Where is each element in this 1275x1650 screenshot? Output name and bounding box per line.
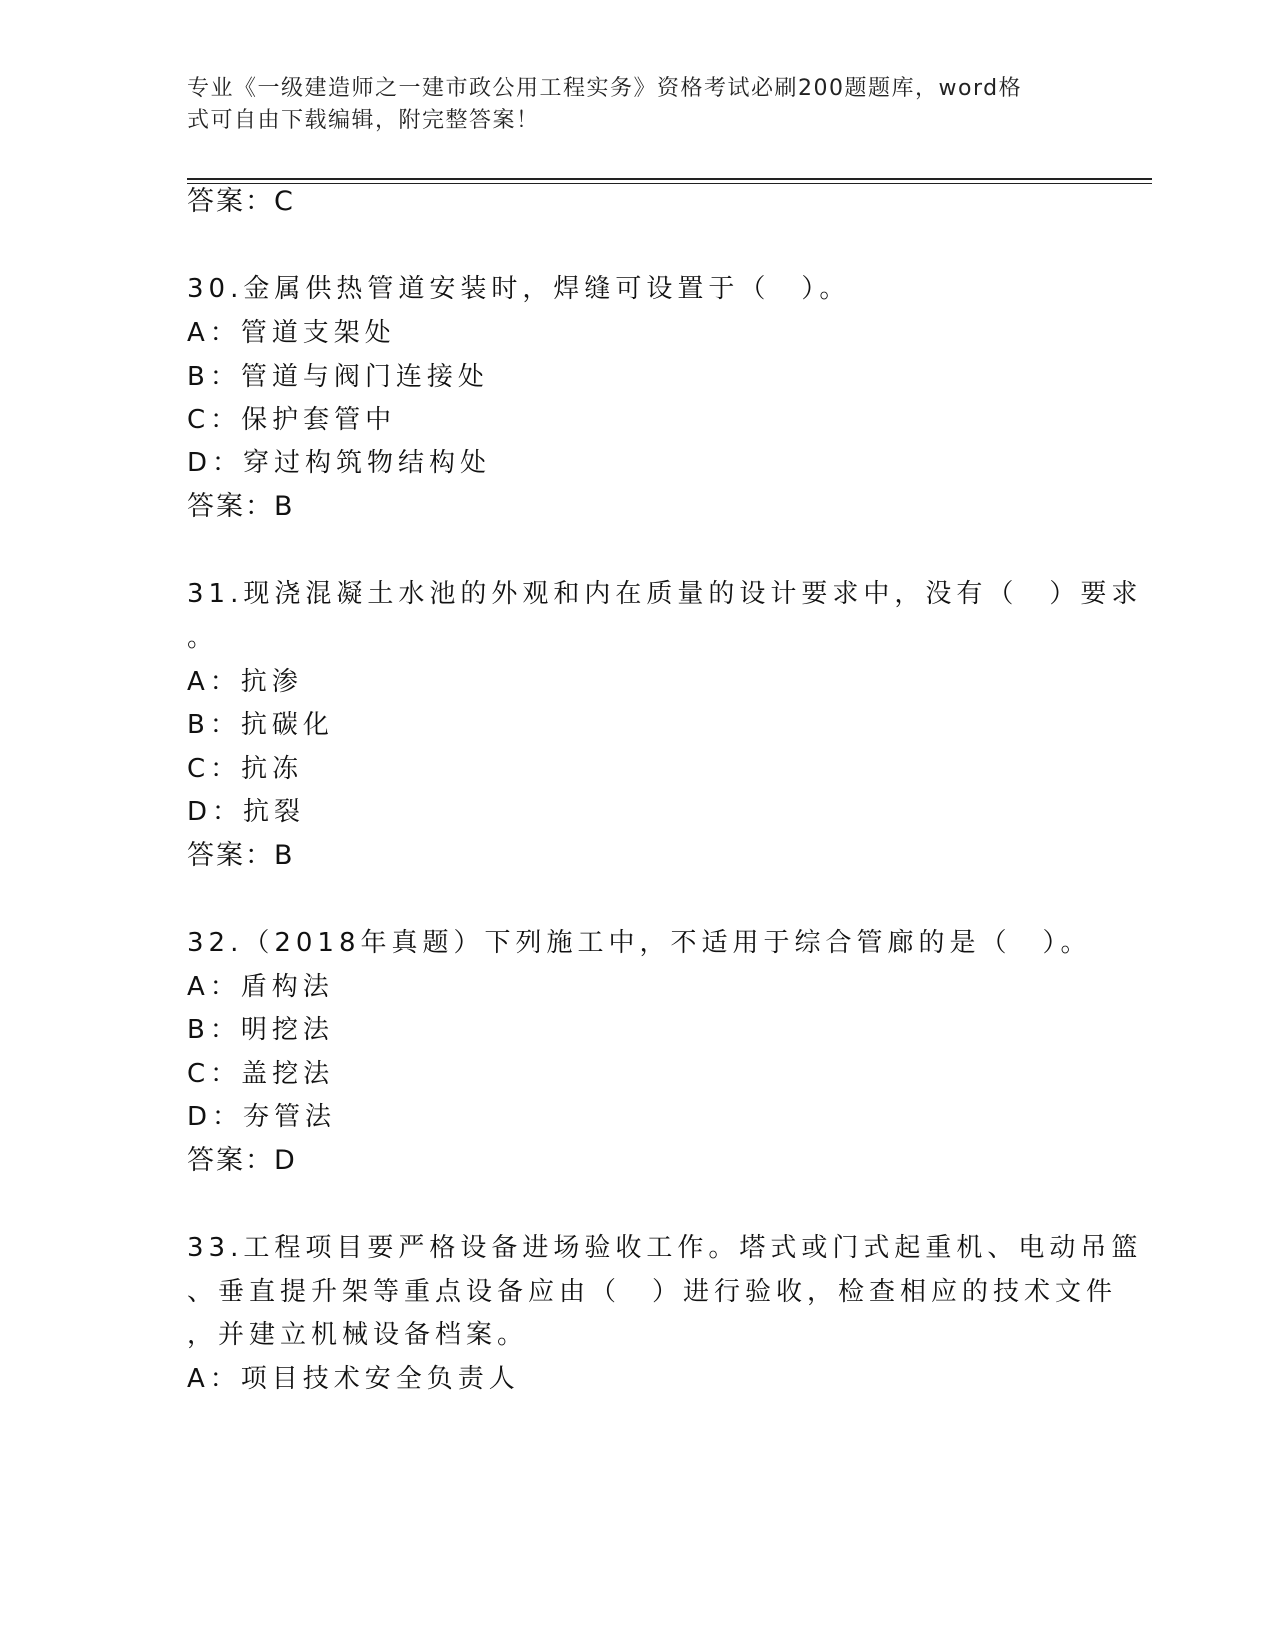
- question-30-option-b: B：管道与阀门连接处: [187, 362, 489, 392]
- question-30-answer: 答案：B: [187, 491, 295, 522]
- header-line-1: 专业《一级建造师之一建市政公用工程实务》资格考试必刷200题题库，word格: [187, 76, 1023, 101]
- header-rule-thin: [187, 183, 1152, 184]
- question-33-stem-line-1: 33.工程项目要严格设备进场验收工作。塔式或门式起重机、电动吊篮: [187, 1233, 1143, 1263]
- question-30-option-a: A：管道支架处: [187, 318, 396, 348]
- question-32-option-b: B：明挖法: [187, 1015, 334, 1045]
- question-31-option-d: D：抗裂: [187, 797, 306, 827]
- question-33-stem-line-3: ，并建立机械设备档案。: [187, 1320, 529, 1350]
- document-header: [187, 73, 1067, 137]
- question-31-stem-line-1: 31.现浇混凝土水池的外观和内在质量的设计要求中，没有（ ）要求: [187, 579, 1143, 609]
- question-32-option-a: A：盾构法: [187, 972, 334, 1002]
- question-31-option-a: A：抗渗: [187, 667, 303, 697]
- previous-answer: 答案：C: [187, 186, 295, 217]
- header-rule-thick: [187, 178, 1152, 180]
- question-32-answer: 答案：D: [187, 1145, 297, 1176]
- header-line-2: 式可自由下载编辑，附完整答案！: [187, 108, 540, 133]
- question-30-option-c: C：保护套管中: [187, 405, 397, 435]
- question-31-option-b: B：抗碳化: [187, 710, 334, 740]
- question-31-option-c: C：抗冻: [187, 754, 304, 784]
- question-33-option-a: A：项目技术安全负责人: [187, 1364, 520, 1394]
- question-33-stem-line-2: 、垂直提升架等重点设备应由（ ）进行验收，检查相应的技术文件: [187, 1277, 1118, 1307]
- question-32-option-d: D：夯管法: [187, 1102, 337, 1132]
- question-30-option-d: D：穿过构筑物结构处: [187, 448, 492, 478]
- question-30-stem: 30.金属供热管道安装时，焊缝可设置于（ ）。: [187, 274, 851, 304]
- question-31-answer: 答案：B: [187, 840, 295, 871]
- question-32-option-c: C：盖挖法: [187, 1059, 335, 1089]
- question-32-stem: 32.（2018年真题）下列施工中，不适用于综合管廊的是（ ）。: [187, 928, 1092, 958]
- question-31-stem-line-2: 。: [187, 623, 219, 653]
